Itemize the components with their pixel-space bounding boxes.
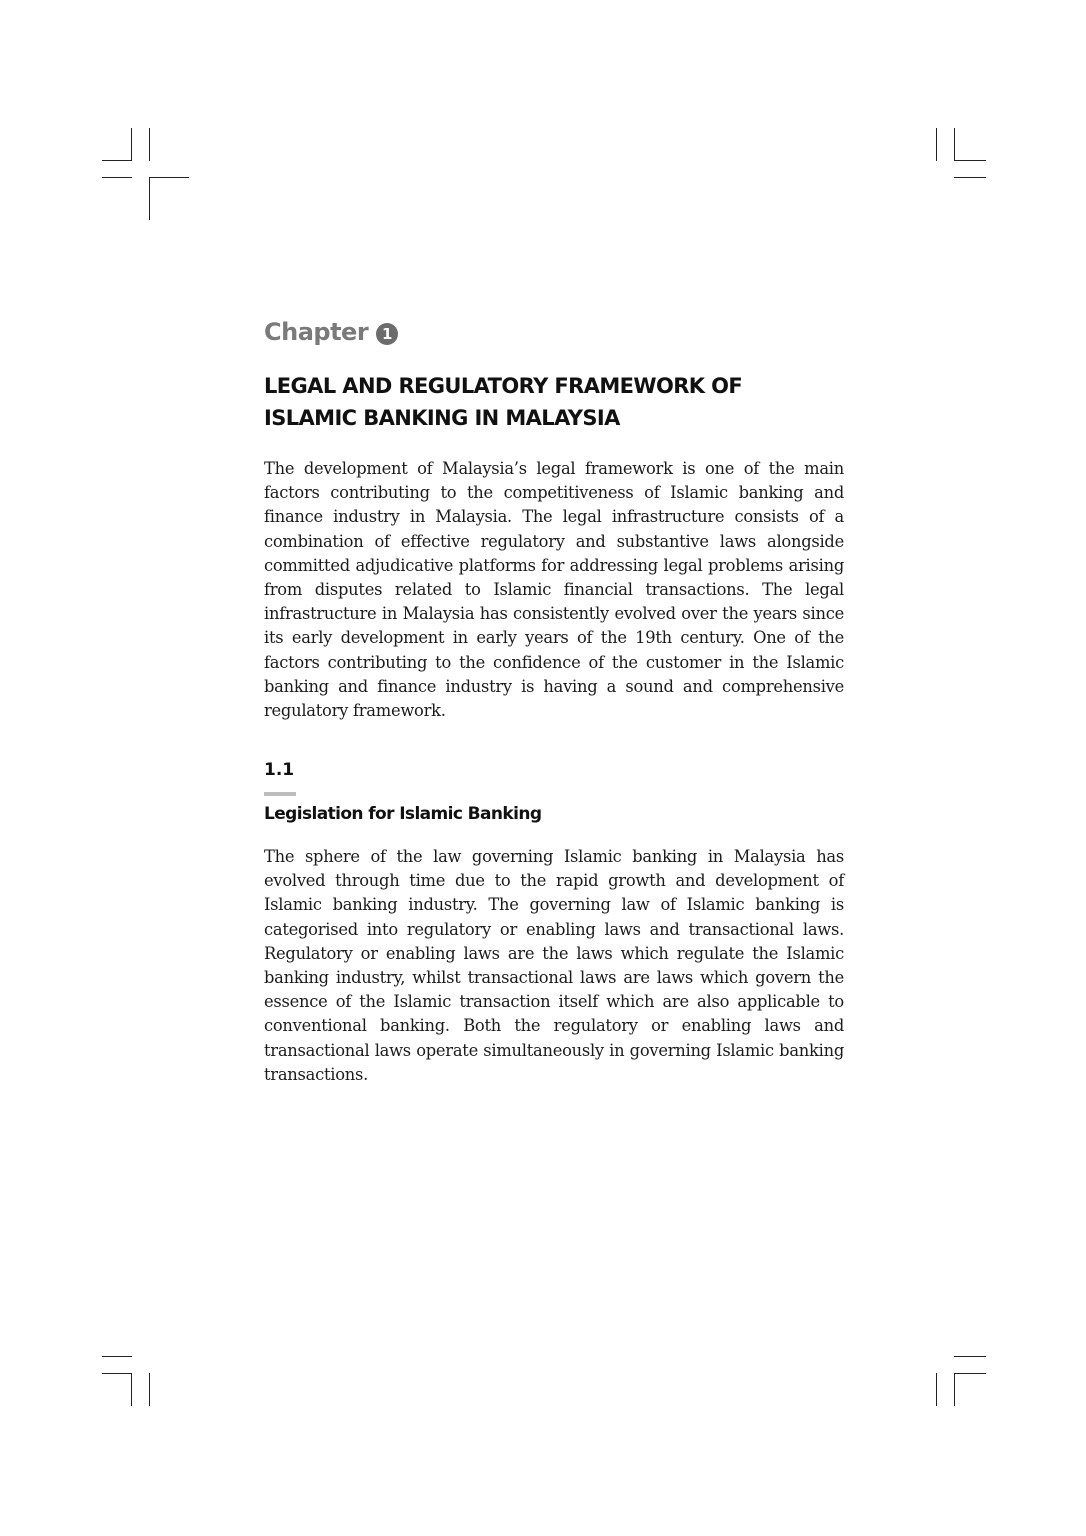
crop-mark [131,1373,132,1406]
section-number: 1.1 [264,760,295,780]
chapter-label [264,318,398,346]
chapter-number-badge: 1 [376,323,398,345]
crop-mark [149,128,150,161]
crop-mark [954,177,986,178]
intro-paragraph: The development of Malaysia’s legal framework is one of the main factors contributing to the competitiveness of Islamic banking and finance industry in Malaysia. The legal infrastructure consists of a combination of effective regulatory and substantive laws alongside committed adjudicative platforms for addressing legal problems arising from disputes related to Islamic financial transactions. The legal infrastructure in Malaysia has consistently evolved over the years since its early development in early years of the 19th century. One of the factors contributing to the confidence of the customer in the Islamic banking and finance industry is having a sound and comprehensive regulatory framework. [264,459,844,721]
crop-mark [102,160,132,161]
chapter-title-line-2: ISLAMIC BANKING IN MALAYSIA [264,406,620,430]
chapter-title [264,370,844,434]
crop-mark [149,177,150,220]
section-divider [264,792,296,796]
crop-mark [149,1373,150,1406]
crop-mark [954,1373,955,1406]
crop-mark [954,1356,986,1357]
crop-mark [149,177,189,178]
section-paragraph: The sphere of the law governing Islamic banking in Malaysia has evolved through time due to the rapid growth and development of Islamic banking industry. The governing law of Islamic banking is categorised into regulatory or enabling laws and transactional laws. Regulatory or enabling laws are the laws which regulate the Islamic banking industry, whilst transactional laws are laws which govern the essence of the Islamic transaction itself which are also applicable to conventional banking. Both the regulatory or enabling laws and transactional laws operate simultaneously in governing Islamic banking transactions. [264,847,844,1084]
crop-mark [131,128,132,161]
crop-mark [102,177,132,178]
crop-mark [936,1373,937,1406]
chapter-title-line-1: LEGAL AND REGULATORY FRAMEWORK OF [264,374,743,398]
crop-mark [954,160,986,161]
crop-mark [102,1356,132,1357]
crop-mark [954,128,955,161]
crop-mark [102,1373,132,1374]
crop-mark [936,128,937,161]
chapter-label-text: Chapter [264,318,369,346]
crop-mark [954,1373,986,1374]
section-title: Legislation for Islamic Banking [264,804,542,824]
